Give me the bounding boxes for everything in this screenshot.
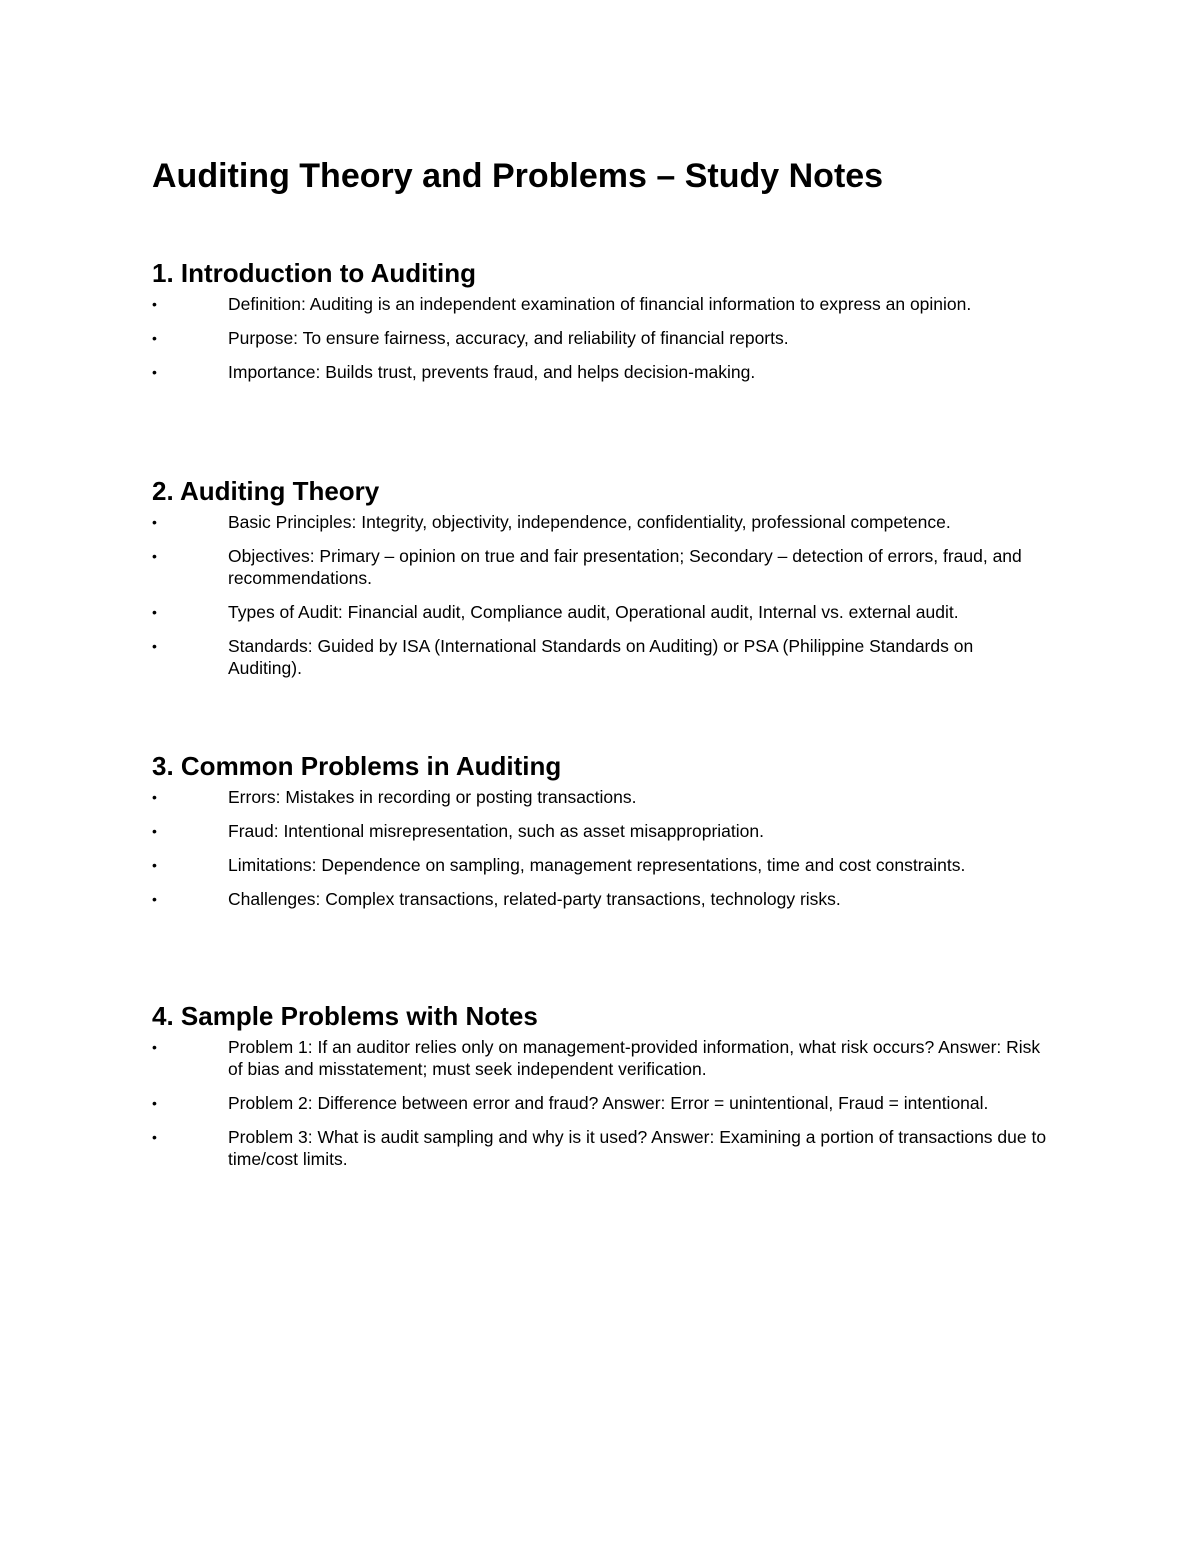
list-item bbox=[152, 1126, 1048, 1170]
bullet-icon: • bbox=[152, 296, 157, 312]
section-heading: 1. Introduction to Auditing bbox=[152, 258, 476, 288]
list-item bbox=[152, 327, 1048, 349]
list-item bbox=[152, 361, 1048, 383]
list-item-text: Basic Principles: Integrity, objectivity, independence, confidentiality, professional competence. bbox=[228, 512, 951, 532]
section-common-problems bbox=[152, 748, 1052, 922]
bullet-icon: • bbox=[152, 514, 157, 530]
list-item bbox=[152, 786, 1048, 808]
bullet-icon: • bbox=[152, 638, 157, 654]
document-title: Auditing Theory and Problems – Study Notes bbox=[152, 157, 884, 195]
bullet-list bbox=[152, 786, 1052, 910]
list-item bbox=[152, 545, 1048, 589]
list-item-text: Limitations: Dependence on sampling, management representations, time and cost constraints. bbox=[228, 855, 966, 875]
list-item bbox=[152, 1036, 1048, 1080]
bullet-list bbox=[152, 511, 1052, 679]
bullet-icon: • bbox=[152, 857, 157, 873]
bullet-icon: • bbox=[152, 891, 157, 907]
list-item-text: Fraud: Intentional misrepresentation, such as asset misappropriation. bbox=[228, 821, 764, 841]
bullet-icon: • bbox=[152, 1039, 157, 1055]
list-item bbox=[152, 511, 1048, 533]
bullet-list bbox=[152, 293, 1052, 383]
bullet-icon: • bbox=[152, 789, 157, 805]
list-item-text: Purpose: To ensure fairness, accuracy, and reliability of financial reports. bbox=[228, 328, 789, 348]
list-item-text: Importance: Builds trust, prevents fraud, and helps decision-making. bbox=[228, 362, 756, 382]
list-item bbox=[152, 820, 1048, 842]
bullet-list bbox=[152, 1036, 1052, 1170]
section-heading: 4. Sample Problems with Notes bbox=[152, 1001, 538, 1031]
list-item bbox=[152, 601, 1048, 623]
list-item-text: Problem 3: What is audit sampling and why is it used? Answer: Examining a portion of transactions due to time/cost limits. bbox=[228, 1127, 1047, 1169]
list-item bbox=[152, 888, 1048, 910]
list-item-text: Problem 1: If an auditor relies only on management-provided information, what risk occurs? Answer: Risk of bias and misstatement; must seek independent verification. bbox=[228, 1037, 1041, 1079]
bullet-icon: • bbox=[152, 1095, 157, 1111]
list-item-text: Errors: Mistakes in recording or posting transactions. bbox=[228, 787, 637, 807]
section-auditing-theory bbox=[152, 473, 1052, 691]
list-item bbox=[152, 1092, 1048, 1114]
section-sample-problems bbox=[152, 998, 1052, 1182]
list-item-text: Problem 2: Difference between error and fraud? Answer: Error = unintentional, Fraud = intentional. bbox=[228, 1093, 989, 1113]
list-item-text: Challenges: Complex transactions, related-party transactions, technology risks. bbox=[228, 889, 841, 909]
bullet-icon: • bbox=[152, 548, 157, 564]
list-item bbox=[152, 635, 1048, 679]
bullet-icon: • bbox=[152, 1129, 157, 1145]
section-heading: 2. Auditing Theory bbox=[152, 476, 380, 506]
section-introduction bbox=[152, 255, 1052, 395]
section-heading: 3. Common Problems in Auditing bbox=[152, 751, 562, 781]
list-item-text: Standards: Guided by ISA (International Standards on Auditing) or PSA (Philippine Standards on Auditing). bbox=[228, 636, 974, 678]
bullet-icon: • bbox=[152, 330, 157, 346]
list-item-text: Types of Audit: Financial audit, Compliance audit, Operational audit, Internal vs. external audit. bbox=[228, 602, 959, 622]
bullet-icon: • bbox=[152, 823, 157, 839]
list-item bbox=[152, 854, 1048, 876]
bullet-icon: • bbox=[152, 604, 157, 620]
list-item-text: Objectives: Primary – opinion on true and fair presentation; Secondary – detection of errors, fraud, and recommendations. bbox=[228, 546, 1022, 588]
list-item-text: Definition: Auditing is an independent examination of financial information to express an opinion. bbox=[228, 294, 972, 314]
list-item bbox=[152, 293, 1048, 315]
bullet-icon: • bbox=[152, 364, 157, 380]
